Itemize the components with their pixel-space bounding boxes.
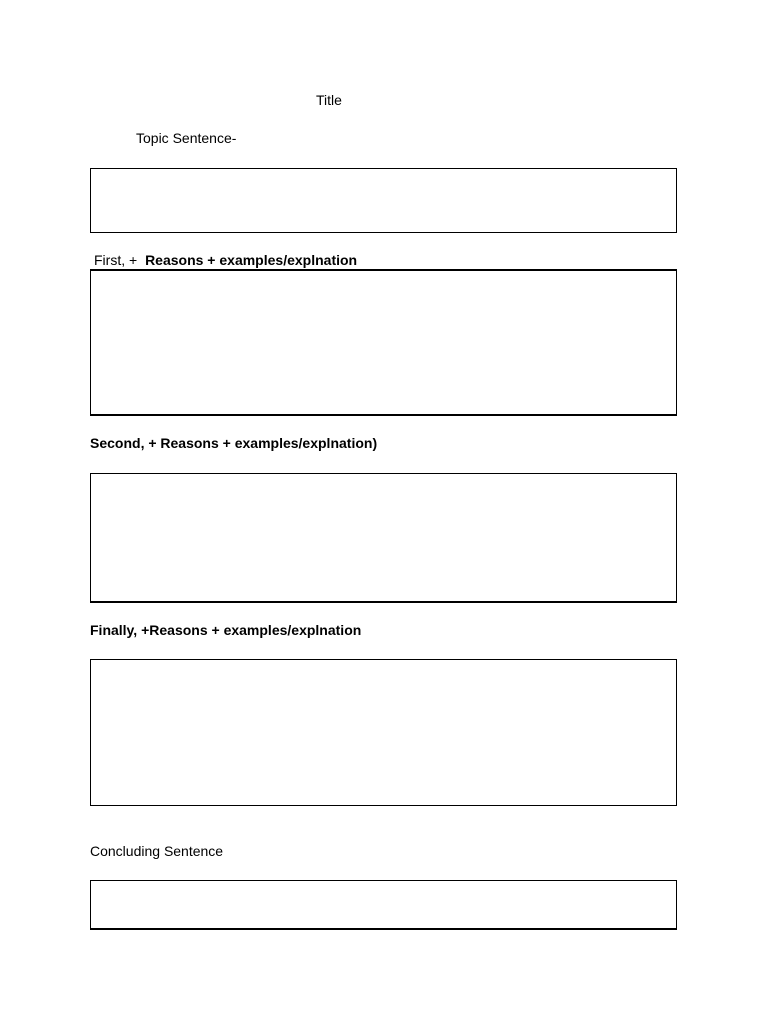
topic-sentence-label: Topic Sentence- xyxy=(136,130,237,146)
second-reason-label: Second, + Reasons + examples/explnation) xyxy=(90,435,378,451)
second-reason-box[interactable] xyxy=(90,473,677,603)
first-reason-box[interactable] xyxy=(90,269,677,416)
concluding-sentence-box[interactable] xyxy=(90,880,677,930)
first-reason-prefix: First, + xyxy=(94,252,138,268)
first-reason-heading xyxy=(94,252,357,269)
concluding-sentence-label: Concluding Sentence xyxy=(90,843,224,859)
first-reason-label: Reasons + examples/explnation xyxy=(145,252,358,268)
final-reason-label: Finally, +Reasons + examples/explnation xyxy=(90,622,362,638)
final-reason-box[interactable] xyxy=(90,659,677,806)
topic-sentence-box[interactable] xyxy=(90,168,677,233)
page-title: Title xyxy=(316,92,342,108)
